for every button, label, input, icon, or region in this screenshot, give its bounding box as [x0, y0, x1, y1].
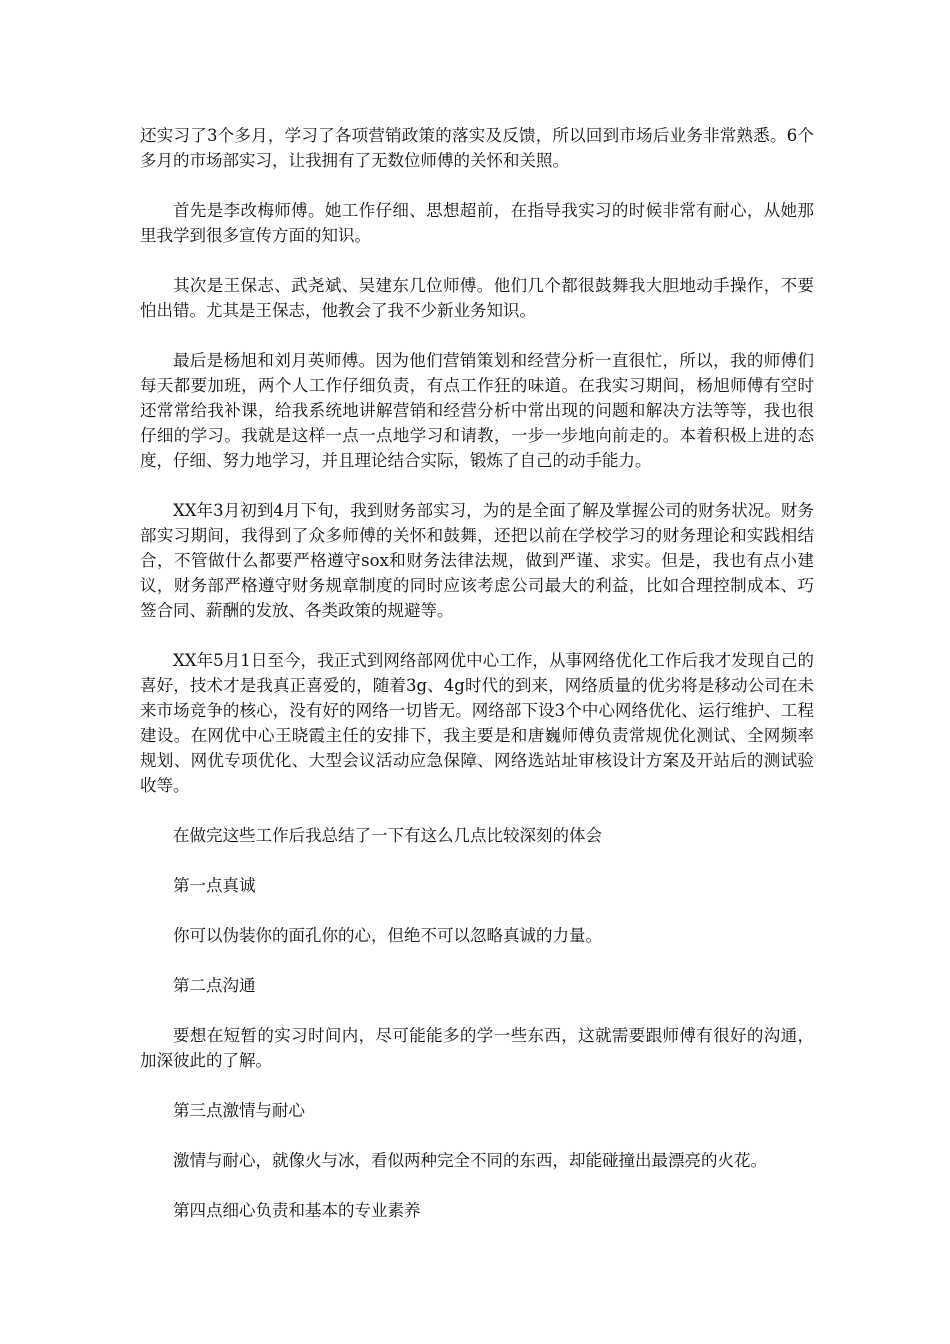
paragraph-sincerity: 你可以伪装你的面孔你的心，但绝不可以忽略真诚的力量。 [173, 926, 602, 945]
heading-point-passion-patience: 第三点激情与耐心 [173, 1101, 305, 1120]
paragraph-network-optimization: XX年5月1日至今，我正式到网络部网优中心工作，从事网络优化工作后我才发现自己的喜好，技术才是我真正喜爱的，随着3g、4g时代的到来，网络质量的优劣将是移动公司在未来市场竞争的核心，没有好的网络一切皆无。网络部下设3个中心网络优化、运行维护、工程建设。在网优中心王晓霞主任的安排下，我主要是和唐巍师傅负责常规优化测试、全网频率规划、网优专项优化、大型会议活动应急保障、网络选站址审核设计方案及开站后的测试验收等。 [140, 651, 814, 795]
heading-point-communication: 第二点沟通 [173, 976, 256, 995]
paragraph-mentors-yang-liu: 最后是杨旭和刘月英师傅。因为他们营销策划和经营分析一直很忙，所以，我的师傅们每天都要加班，两个人工作仔细负责，有点工作狂的味道。在我实习期间，杨旭师傅有空时还常常给我补课，给我系统地讲解营销和经营分析中常出现的问题和解决方法等等，我也很仔细的学习。我就是这样一点一点地学习和请教，一步一步地向前走的。本着积极上进的态度，仔细、努力地学习，并且理论结合实际，锻炼了自己的动手能力。 [140, 351, 814, 470]
paragraph-communication: 要想在短暂的实习时间内，尽可能能多的学一些东西，这就需要跟师傅有很好的沟通，加深彼此的了解。 [140, 1026, 814, 1070]
paragraph-finance-internship: XX年3月初到4月下旬，我到财务部实习，为的是全面了解及掌握公司的财务状况。财务部实习期间，我得到了众多师傅的关怀和鼓舞，还把以前在学校学习的财务理论和实践相结合，不管做什么都要严格遵守sox和财务法律法规，做到严谨、求实。但是，我也有点小建议，财务部严格遵守财务规章制度的同时应该考虑公司最大的利益，比如合理控制成本、巧签合同、薪酬的发放、各类政策的规避等。 [140, 501, 814, 620]
heading-point-diligence: 第四点细心负责和基本的专业素养 [173, 1201, 421, 1220]
document-page [140, 123, 814, 1248]
paragraph-passion-patience: 激情与耐心，就像火与冰，看似两种完全不同的东西，却能碰撞出最漂亮的火花。 [173, 1151, 767, 1170]
paragraph-mentors-wang-wu: 其次是王保志、武尧斌、吴建东几位师傅。他们几个都很鼓舞我大胆地动手操作，不要怕出错。尤其是王保志，他教会了我不少新业务知识。 [140, 276, 814, 320]
heading-point-sincerity: 第一点真诚 [173, 876, 256, 895]
paragraph-mentor-li: 首先是李改梅师傅。她工作仔细、思想超前，在指导我实习的时候非常有耐心，从她那里我学到很多宣传方面的知识。 [140, 201, 814, 245]
paragraph-reflection-intro: 在做完这些工作后我总结了一下有这么几点比较深刻的体会 [173, 826, 602, 845]
paragraph-market-internship-summary: 还实习了3个多月，学习了各项营销政策的落实及反馈，所以回到市场后业务非常熟悉。6个多月的市场部实习，让我拥有了无数位师傅的关怀和关照。 [140, 126, 814, 170]
